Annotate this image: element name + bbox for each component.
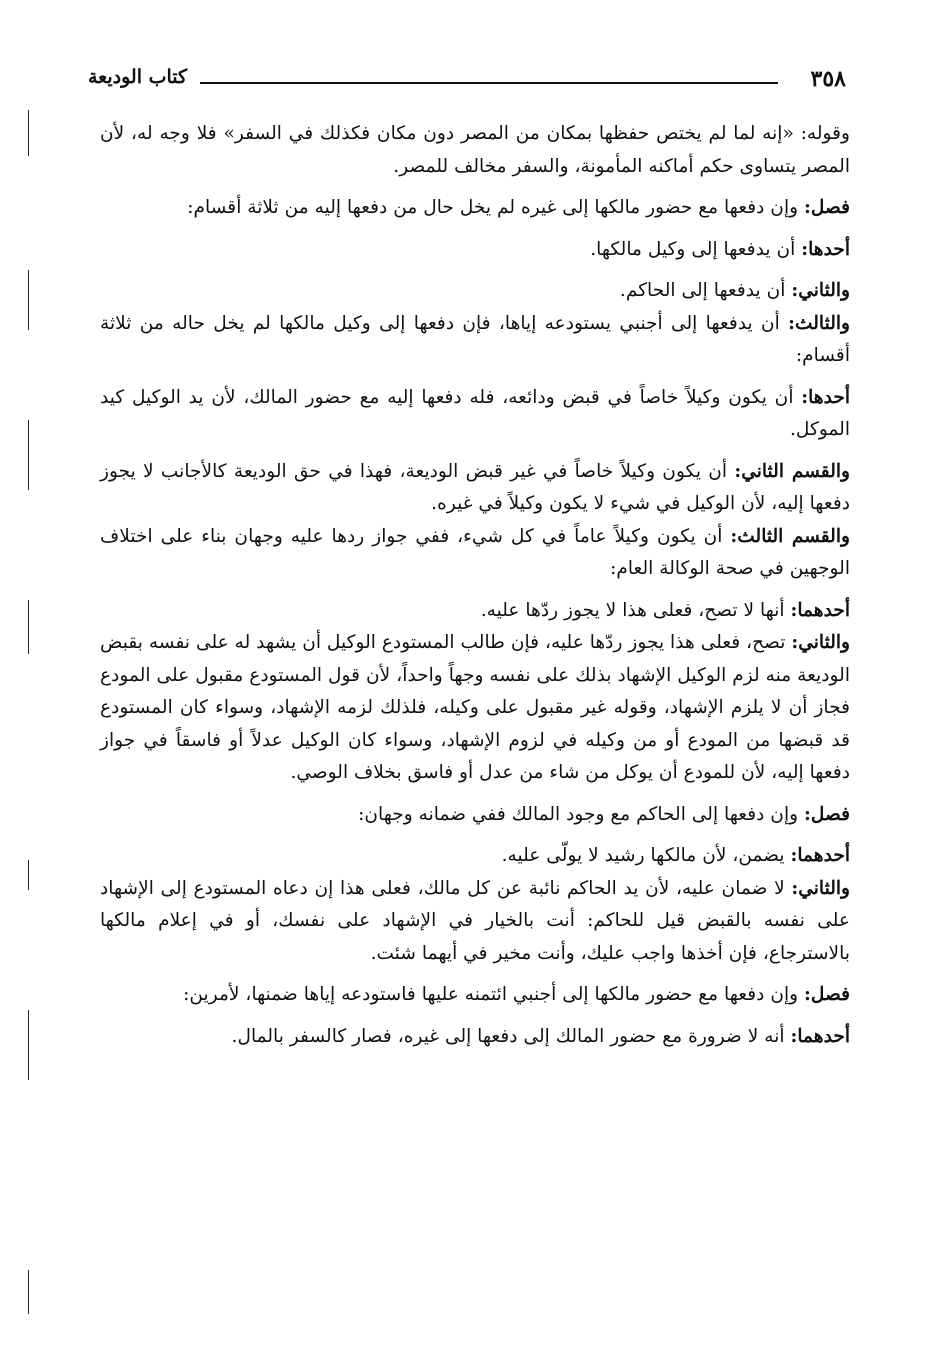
- running-title: كتاب الوديعة: [88, 66, 188, 88]
- margin-line-2: [28, 270, 29, 330]
- paragraph: وقوله: «إنه لما لم يختص حفظها بمكان من المصر دون مكان فكذلك في السفر» فلا وجه له، لأن المصر يتساوى حكم أماكنه المأمونة، والسفر مخالف للمصر.: [100, 123, 850, 177]
- paragraph: أحدهما: يضمن، لأن مالكها رشيد لا يولّى عليه.: [501, 845, 850, 866]
- paragraph: والثالث: أن يدفعها إلى أجنبي يستودعه إياها، فإن دفعها إلى وكيل مالكها لم يخل حاله من ثلاثة أقسام:: [100, 312, 850, 366]
- paragraph: والقسم الثالث: أن يكون وكيلاً عاماً في كل شيء، ففي جواز ردها عليه وجهان بناء على اختلاف الوجهين في صحة الوكالة العام:: [100, 525, 850, 579]
- margin-line-6: [28, 1010, 29, 1080]
- paragraph: أحدها: أن يكون وكيلاً خاصاً في قبض ودائعه، فله دفعها إليه مع حضور المالك، لأن يد الوكيل كيد الموكل.: [100, 386, 850, 440]
- paragraph: والثاني: لا ضمان عليه، لأن يد الحاكم نائبة عن كل مالك، فعلى هذا إن دعاه المستودع إلى الإشهاد على نفسه بالقبض قيل للحاكم: أنت بالخيار في الإشهاد على نفسك، أو في إعلام مالكها بالاسترجاع، فإن أخذها واجب عليك، وأنت مخير في أيهما شئت.: [100, 877, 850, 964]
- paragraph: أحدها: أن يدفعها إلى وكيل مالكها.: [590, 238, 850, 260]
- page-number: ٣٥٨: [810, 66, 846, 92]
- section-lead: فصل:: [804, 984, 850, 1005]
- paragraph: والقسم الثاني: أن يكون وكيلاً خاصاً في غير قبض الوديعة، فهذا في حق الوديعة كالأجانب لا يجوز دفعها إليه، لأن الوكيل في شيء لا يكون وكيلاً في غيره.: [100, 460, 851, 514]
- page-body: [100, 118, 850, 1053]
- margin-line-3: [28, 420, 29, 490]
- margin-line-5: [28, 860, 29, 890]
- margin-line-4: [28, 600, 29, 654]
- paragraph: والثاني: تصح، فعلى هذا يجوز ردّها عليه، فإن طالب المستودع الوكيل أن يشهد له على نفسه بقبض الوديعة منه لزم الوكيل الإشهاد بذلك على نفسه وجهاً واحداً، لأن قول المستودع مقبول على المودع فجاز أن لا يلزم الإشهاد، وقوله غير مقبول على وكيله، فلذلك لزمه الإشهاد، وسواء كان المستودع قد قبضها من المودع أو من وكيله في لزوم الإشهاد، وسواء كان الوكيل عدلاً أو فاسقاً في جواز دفعها إليه، لأن للمودع أن يوكل من شاء من عدل أو فاسق بخلاف الوصي.: [100, 632, 850, 783]
- paragraph: فصل: وإن دفعها مع حضور مالكها إلى أجنبي ائتمنه عليها فاستودعه إياها ضمنها، لأمرين:: [183, 984, 850, 1005]
- page-header: [88, 66, 848, 96]
- margin-line-7: [28, 1270, 29, 1314]
- section-lead: فصل:: [804, 197, 850, 218]
- header-rule: [200, 82, 778, 84]
- section-lead: فصل:: [804, 803, 850, 825]
- margin-line-1: [28, 110, 29, 156]
- paragraph: فصل: وإن دفعها مع حضور مالكها إلى غيره لم يخل حال من دفعها إليه من ثلاثة أقسام:: [187, 197, 850, 218]
- paragraph: أحدهما: أنه لا ضرورة مع حضور المالك إلى دفعها إلى غيره، فصار كالسفر بالمال.: [231, 1025, 850, 1047]
- paragraph: والثاني: أن يدفعها إلى الحاكم.: [619, 280, 850, 301]
- paragraph: فصل: وإن دفعها إلى الحاكم مع وجود المالك ففي ضمانه وجهان:: [358, 803, 850, 825]
- paragraph: أحدهما: أنها لا تصح، فعلى هذا لا يجوز ردّها عليه.: [480, 599, 850, 621]
